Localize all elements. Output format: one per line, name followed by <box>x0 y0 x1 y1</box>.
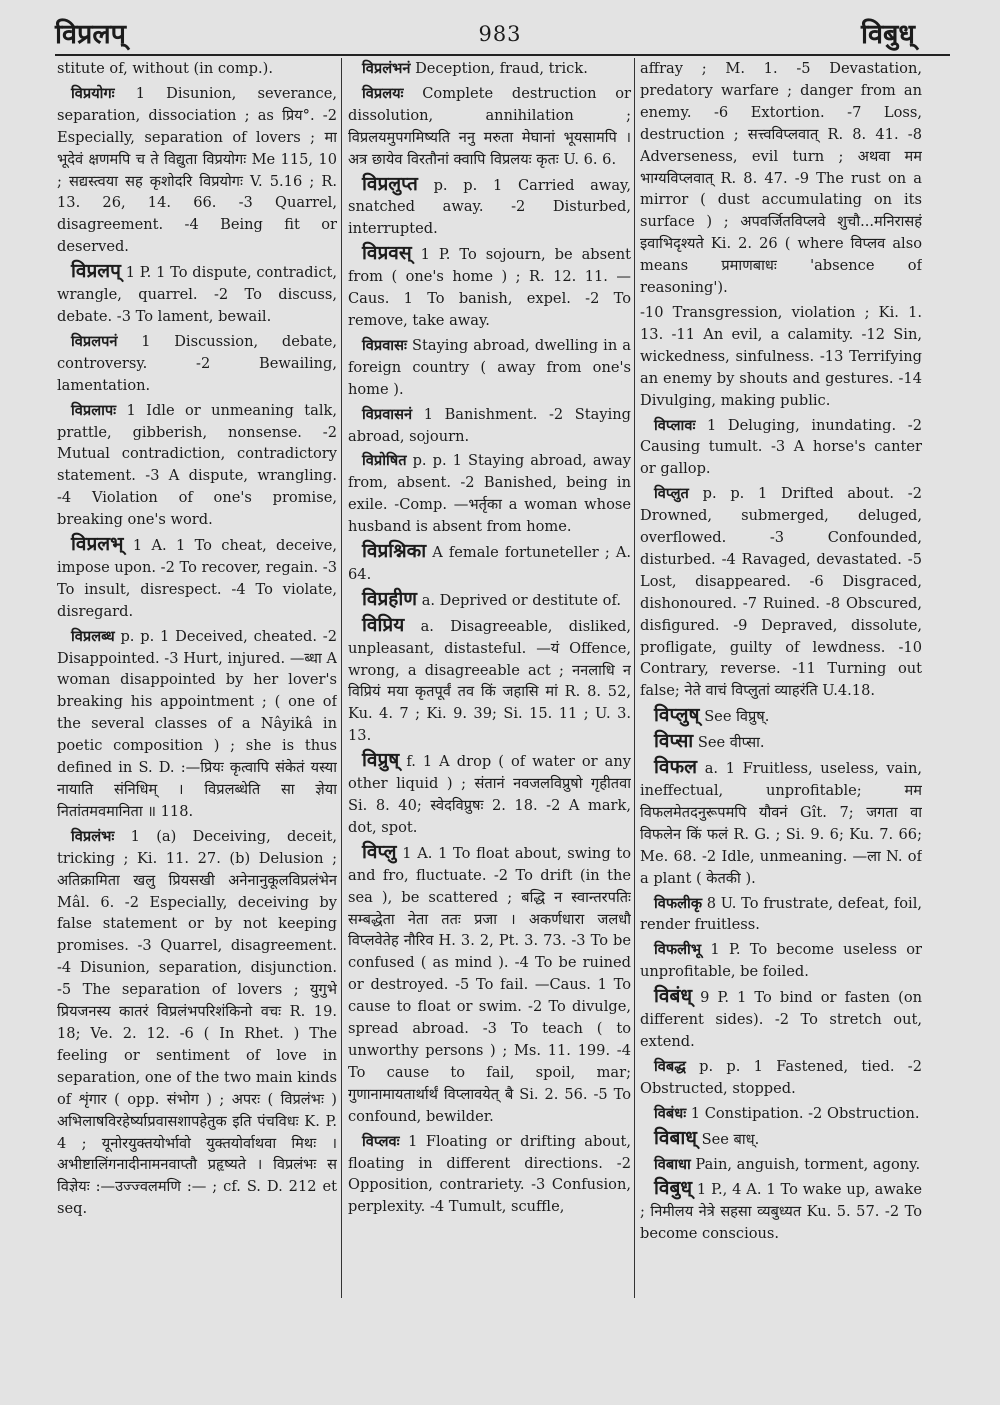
entry-definition: 1 P. To become useless or unprofitable, be foiled. <box>640 941 922 981</box>
entry-headword: विप्रलंभनं <box>362 60 411 77</box>
dictionary-entry <box>640 58 922 299</box>
entry-definition: p. p. 1 Deceived, cheated. -2 Disappointed. -3 Hurt, injured. —ब्धा A woman disappointed by her lover's breaking his appointment ; ( one of the several classes of a Nâyikâ in poetic composition ) ; she is thus defined in S. D. :—प्रियः कृत्वापि संकेतं यस्या नायाति संनिधिम् । विप्रलब्धेति सा ज्ञेया नितांतमवमानिता ॥ 118. <box>57 627 337 820</box>
entry-headword: विप्लावः <box>654 416 696 434</box>
dictionary-entry <box>640 731 922 754</box>
entry-headword: विप्लुत <box>654 485 689 503</box>
entry-headword: विप्सा <box>654 730 694 753</box>
dictionary-entry <box>348 615 631 747</box>
entry-headword: विप्लु <box>362 840 397 863</box>
dictionary-entry <box>57 261 337 328</box>
dictionary-entry <box>348 335 631 401</box>
entry-definition: a. Disagreeable, disliked, unpleasant, distasteful. —यं Offence, wrong, a disagreeable act ; ननलाधि न विप्रियं मया कृतपूर्वं तव किं जहासि मां R. 8. 52, Ku. 4. 7 ; Ki. 9. 39; Si. 15. 11 ; U. 3. 13. <box>348 617 631 745</box>
dictionary-entry <box>640 986 922 1053</box>
entry-definition: See विप्रुष्. <box>704 708 770 726</box>
dictionary-entry <box>348 589 631 612</box>
entry-headword: विप्रलभ् <box>71 533 124 556</box>
entry-definition: stitute of, without (in comp.). <box>57 60 273 77</box>
dictionary-entry <box>57 58 337 80</box>
entry-definition: 8 U. To frustrate, defeat, foil, render fruitless. <box>640 894 922 934</box>
column-divider-1 <box>341 58 342 1298</box>
dictionary-entry <box>57 83 337 258</box>
entry-definition: a. Deprived or destitute of. <box>421 591 621 609</box>
dictionary-entry <box>640 1103 922 1125</box>
dictionary-entry <box>348 450 631 538</box>
dictionary-entry <box>348 842 631 1128</box>
entry-definition: 1 P. 1 To dispute, contradict, wrangle, quarrel. -2 To discuss, debate. -3 To lament, bewail. <box>57 264 337 325</box>
entry-headword: विप्रलप् <box>71 260 121 283</box>
entry-headword: विप्रलंभः <box>71 827 115 845</box>
entry-definition: 1 A. 1 To float about, swing to and fro, fluctuate. -2 To drift (in the sea ), be scattered ; बद्धि न स्वान्तरपतिः सम्बद्धेता नेता ततः प्रजा । अकर्णधारा जलधौ विप्लवेतेह नौरिव H. 3. 2, Pt. 3. 73. -3 To be confused ( as mind ). -4 To be ruined or destroyed. -5 To fail. —Caus. 1 To cause to float or swim. -2 To divulge, spread abroad. -3 To teach ( to unworthy persons ) ; Ms. 11. 199. -4 To cause to fail, spoil, mar; गुणानामायतार्थार्थं विप्लावयेत् बै Si. 2. 56. -5 To confound, bewilder. <box>348 844 631 1125</box>
dictionary-entry <box>348 404 631 448</box>
entry-definition: 9 P. 1 To bind or fasten (on different sides). -2 To stretch out, extend. <box>640 989 922 1050</box>
entry-headword: विबंध् <box>654 985 693 1008</box>
dictionary-entry <box>348 83 631 171</box>
dictionary-entry <box>348 174 631 241</box>
entry-headword: विप्रहीण <box>362 587 418 610</box>
dictionary-entry <box>640 1178 922 1245</box>
entry-definition: -10 Transgression, violation ; Ki. 1. 13. -11 An evil, a calamity. -12 Sin, wickedness, sinfulness. -13 Terrifying an enemy by shouts and gestures. -14 Divulging, making public. <box>640 303 922 409</box>
entry-headword: विबुध् <box>654 1177 693 1200</box>
entry-definition: 1 Banishment. -2 Staying abroad, sojourn. <box>348 405 631 445</box>
entry-definition: 1 P., 4 A. 1 To wake up, awake ; निमीलय नेत्रे सहसा व्यबुध्यत Ku. 5. 57. -2 To become conscious. <box>640 1181 922 1243</box>
entry-definition: p. p. 1 Carried away, snatched away. -2 Disturbed, interrupted. <box>348 176 631 238</box>
entry-headword: विप्रोषित <box>362 452 407 470</box>
entry-headword: विप्रवासः <box>362 336 407 354</box>
dictionary-entry <box>640 415 922 481</box>
entry-headword: विफल <box>654 756 698 779</box>
entry-definition: Staying abroad, dwelling in a foreign country ( away from one's home ). <box>348 336 631 398</box>
dictionary-entry <box>640 302 922 412</box>
entry-definition: 1 Constipation. -2 Obstruction. <box>690 1104 920 1122</box>
dictionary-entry <box>348 750 631 839</box>
entry-headword: विप्रश्निका <box>362 540 427 563</box>
left-running-headword: विप्रलप् <box>55 19 127 50</box>
entry-headword: विप्लवः <box>362 1132 400 1150</box>
dictionary-entry <box>57 400 337 531</box>
entry-headword: विप्रलयः <box>362 84 404 102</box>
entry-definition: Deception, fraud, trick. <box>415 60 588 77</box>
entry-headword: विप्रुष् <box>362 749 400 772</box>
entry-headword: विबाध् <box>654 1126 697 1149</box>
dictionary-entry <box>640 939 922 983</box>
entry-headword: विप्रलापः <box>71 401 117 419</box>
entry-definition: f. 1 A drop ( of water or any other liquid ) ; संतानं नवजलविप्रुषो गृहीतवा Si. 8. 40; स्वेदविप्रुषः 2. 18. -2 A mark, dot, spot. <box>348 753 631 836</box>
entry-definition: a. 1 Fruitless, useless, vain, ineffectual, unprofitable; मम विफलमेतदनुरूपमपि यौवनं Gît. 7; जगता वा विफलेन किं फलं R. G. ; Si. 9. 6; Ku. 7. 66; Me. 68. -2 Idle, unmeaning. —ला N. of a plant ( केतकी ). <box>640 760 922 887</box>
entry-headword: विफलीभू <box>654 941 702 959</box>
entry-definition: 1 (a) Deceiving, deceit, tricking ; Ki. 11. 27. (b) Delusion ; अतिक्रामिता खलु प्रियसखी अनेनानुकूलविप्रलंभेन Mâl. 6. -2 Especially, deceiving by false statement or by not keeping promises. -3 Quarrel, disagreement. -4 Disunion, separation, disjunction. -5 The separation of lovers ; युगुभे प्रियजनस्य कातरं विप्रलंभपरिशंकिनो वचः R. 19. 18; Ve. 2. 12. -6 ( In Rhet. ) The feeling or sentiment of love in separation, one of the two main kinds of शृंगार ( opp. संभोग ) ; अपरः ( विप्रलंभः ) अभिलाषविरहेर्ष्याप्रवासशापहेतुक इति पंचविधः K. P. 4 ; यूनोरयुक्तयोर्भावो युक्तयोर्वाथवा मिथः । अभीष्टालिंगनादीनामनवाप्तौ प्रहृष्यते । विप्रलंभः स विज्ञेयः :—उज्ज्वलमणि :— ; cf. S. D. 212 et seq. <box>57 827 337 1218</box>
entry-definition: Complete destruction or dissolution, annihilation ; विप्रलयमुपगमिष्यति ननु मरुता मेघानां भूयसामपि । अत्र छायेव विरतौनां क्वापि विप्रलयः कृतः U. 6. 6. <box>348 84 631 168</box>
dictionary-entry <box>348 243 631 332</box>
entry-headword: विबंधः <box>654 1104 687 1122</box>
entry-headword: विप्रलुप्त <box>362 172 418 195</box>
entry-definition: 1 P. To sojourn, be absent from ( one's home ) ; R. 12. 11. —Caus. 1 To banish, expel. -2 To remove, take away. <box>348 246 631 329</box>
column-2 <box>348 58 631 1405</box>
entry-headword: विप्रवस् <box>362 242 412 265</box>
entry-headword: विप्रयोगः <box>71 84 115 102</box>
entry-definition: p. p. 1 Fastened, tied. -2 Obstructed, stopped. <box>640 1057 922 1097</box>
entry-definition: Pain, anguish, torment, agony. <box>695 1155 921 1173</box>
column-divider-2 <box>634 58 635 1298</box>
dictionary-entry <box>640 1154 922 1176</box>
entry-definition: 1 Floating or drifting about, floating in different directions. -2 Opposition, contrariety. -3 Confusion, perplexity. -4 Tumult, scuffle, <box>348 1132 631 1216</box>
entry-headword: विप्रलपनं <box>71 332 118 350</box>
entry-headword: विप्रलब्ध <box>71 627 115 645</box>
entry-definition: A female fortuneteller ; A. 64. <box>348 544 631 583</box>
entry-headword: विप्रवासनं <box>362 405 413 423</box>
dictionary-entry <box>348 1131 631 1219</box>
entry-headword: विबद्ध <box>654 1057 686 1075</box>
dictionary-entry <box>57 826 337 1220</box>
entry-headword: विबाधा <box>654 1155 691 1173</box>
column-3 <box>640 58 922 1405</box>
entry-definition: p. p. 1 Drifted about. -2 Drowned, submerged, deluged, overflowed. -3 Confounded, disturbed. -4 Ravaged, devastated. -5 Lost, disappeared. -6 Disgraced, dishonoured. -7 Ruined. -8 Obscured, disfigured. -9 Depraved, dissolute, profligate, guilty of lewdness. -10 Contrary, reverse. -11 Turning out false; नेते वाचं विप्लुतां व्याहरंति U.4.18. <box>640 485 922 700</box>
dictionary-entry <box>640 483 922 702</box>
entry-definition: 1 Idle or unmeaning talk, prattle, gibberish, nonsense. -2 Mutual contradiction, contradictory statement. -3 A dispute, wrangling. -4 Violation of one's promise, breaking one's word. <box>57 401 337 529</box>
entry-headword: विप्रिय <box>362 613 405 636</box>
entry-definition: p. p. 1 Staying abroad, away from, absent. -2 Banished, being in exile. -Comp. —भर्तृका a woman whose husband is absent from home. <box>348 452 631 536</box>
entry-definition: 1 Deluging, inundating. -2 Causing tumult. -3 A horse's canter or gallop. <box>640 416 922 478</box>
dictionary-entry <box>348 541 631 586</box>
dictionary-entry <box>348 58 631 80</box>
dictionary-entry <box>57 626 337 823</box>
entry-headword: विफलीकृ <box>654 894 703 912</box>
entry-definition: See वीप्सा. <box>697 734 765 752</box>
dictionary-entry <box>640 893 922 937</box>
dictionary-entry <box>57 331 337 397</box>
dictionary-entry <box>640 757 922 889</box>
dictionary-entry <box>640 1128 922 1151</box>
entry-definition: 1 Disunion, severance, separation, dissociation ; as प्रिय°. -2 Especially, separation of lovers ; मा भूदेवं क्षणमपि च ते विद्युता विप्रयोगः Me 115, 10 ; सद्यस्त्वया सह कृशोदरि विप्रयोगः V. 5.16 ; R. 13. 26, 14. 66. -3 Quarrel, disagreement. -4 Being fit or deserved. <box>57 84 337 256</box>
header-rule <box>55 54 950 56</box>
dictionary-entry <box>57 534 337 623</box>
column-1 <box>57 58 337 1405</box>
entry-definition: affray ; M. 1. -5 Devastation, predatory warfare ; danger from an enemy. -6 Extortion. -7 Loss, destruction ; सत्त्वविप्लवात् R. 8. 41. -8 Adverseness, evil turn ; अथवा मम भाग्यविप्लवात् R. 8. 47. -9 The rust on a mirror ( dust accumulating on its surface ) ; अपवर्जितविप्लवे शुचौ...मनिरासहं इवाभिदृश्यते Ki. 2. 26 ( where विप्लव also means प्रमाणबाधः 'absence of reasoning'). <box>640 60 922 297</box>
right-running-headword: विबुध् <box>860 19 915 50</box>
dictionary-entry <box>640 705 922 728</box>
entry-definition: 1 Discussion, debate, controversy. -2 Bewailing, lamentation. <box>57 332 337 394</box>
page-number: 983 <box>478 22 522 46</box>
entry-definition: 1 A. 1 To cheat, deceive, impose upon. -2 To recover, regain. -3 To insult, disrespect. -4 To violate, disregard. <box>57 537 337 620</box>
entry-headword: विप्लुष् <box>654 704 700 727</box>
entry-definition: See बाध्. <box>701 1130 760 1148</box>
running-header <box>55 14 945 54</box>
dictionary-entry <box>640 1056 922 1100</box>
